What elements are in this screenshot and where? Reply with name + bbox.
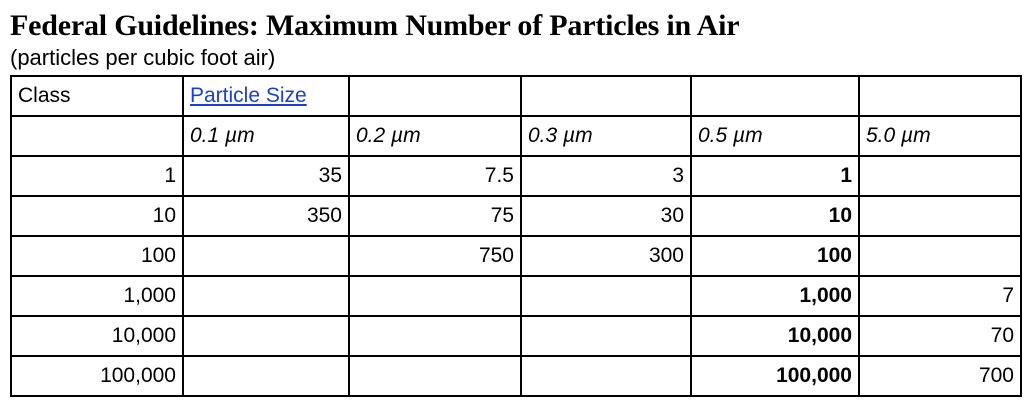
cell-0-1um — [183, 236, 349, 276]
cell-0-5um: 10,000 — [691, 316, 859, 356]
header-size-0-1um: 0.1 µm — [183, 116, 349, 156]
header-size-5-0um: 5.0 µm — [859, 116, 1021, 156]
cell-5-0um: 7 — [859, 276, 1021, 316]
table-row — [11, 156, 1021, 196]
table-header-row-1 — [11, 76, 1021, 116]
cell-5-0um: 700 — [859, 356, 1021, 396]
cell-0-5um: 100,000 — [691, 356, 859, 396]
cell-0-3um: 300 — [521, 236, 691, 276]
cell-5-0um — [859, 236, 1021, 276]
cell-0-2um — [349, 276, 521, 316]
cell-5-0um: 70 — [859, 316, 1021, 356]
cell-0-2um: 750 — [349, 236, 521, 276]
cell-0-2um: 75 — [349, 196, 521, 236]
cell-0-3um — [521, 356, 691, 396]
table-row — [11, 196, 1021, 236]
cell-0-3um: 30 — [521, 196, 691, 236]
cell-0-5um: 1,000 — [691, 276, 859, 316]
row-class: 100,000 — [11, 356, 183, 396]
particle-guidelines-table — [10, 75, 1022, 397]
cell-0-1um — [183, 316, 349, 356]
table-row — [11, 356, 1021, 396]
row-class: 1 — [11, 156, 183, 196]
cell-0-5um: 10 — [691, 196, 859, 236]
header-particle-size-link[interactable]: Particle Size — [183, 76, 349, 116]
row-class: 100 — [11, 236, 183, 276]
cell-0-3um: 3 — [521, 156, 691, 196]
page-title: Federal Guidelines: Maximum Number of Particles in Air — [10, 9, 740, 42]
cell-0-3um — [521, 276, 691, 316]
header-blank-5 — [859, 76, 1021, 116]
header-blank-3 — [521, 76, 691, 116]
row-class: 10 — [11, 196, 183, 236]
header-size-0-2um: 0.2 µm — [349, 116, 521, 156]
table-header-row-2 — [11, 116, 1021, 156]
cell-0-5um: 1 — [691, 156, 859, 196]
row-class: 10,000 — [11, 316, 183, 356]
table-row — [11, 236, 1021, 276]
page-subtitle: (particles per cubic foot air) — [10, 45, 276, 70]
header-size-0-3um: 0.3 µm — [521, 116, 691, 156]
cell-5-0um — [859, 156, 1021, 196]
header-class-blank — [11, 116, 183, 156]
cell-0-2um — [349, 356, 521, 396]
cell-0-1um: 350 — [183, 196, 349, 236]
cell-0-2um — [349, 316, 521, 356]
cell-0-2um: 7.5 — [349, 156, 521, 196]
cell-0-5um: 100 — [691, 236, 859, 276]
cell-0-1um: 35 — [183, 156, 349, 196]
cell-5-0um — [859, 196, 1021, 236]
header-blank-2 — [349, 76, 521, 116]
header-size-0-5um: 0.5 µm — [691, 116, 859, 156]
cell-0-1um — [183, 356, 349, 396]
table-row — [11, 316, 1021, 356]
row-class: 1,000 — [11, 276, 183, 316]
header-blank-4 — [691, 76, 859, 116]
cell-0-1um — [183, 276, 349, 316]
cell-0-3um — [521, 316, 691, 356]
table-row — [11, 276, 1021, 316]
header-class: Class — [11, 76, 183, 116]
